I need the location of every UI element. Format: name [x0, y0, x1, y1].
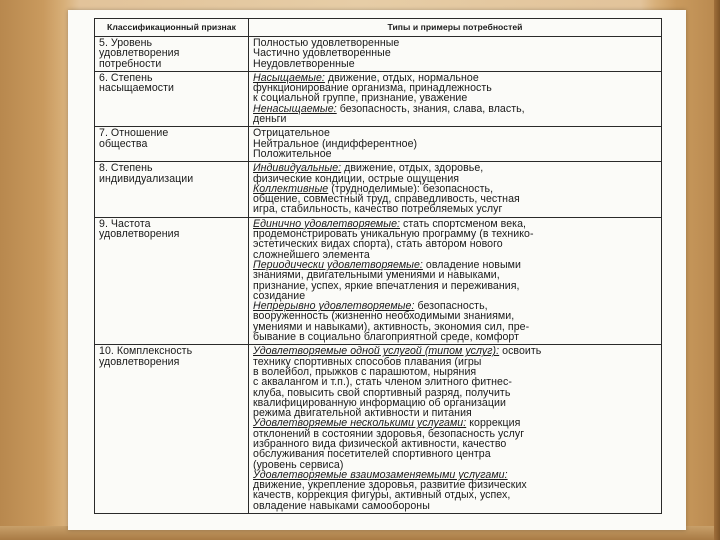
criterion-line: удовлетворения: [99, 355, 180, 368]
types-line: [253, 104, 657, 114]
line-text: к социальной группе, признание, уважение: [253, 92, 468, 105]
table-row: [95, 345, 662, 514]
criterion-line: удовлетворения: [99, 47, 180, 60]
line-text: Нейтральное (индифферентное): [253, 137, 418, 150]
category-label: Ненасыщаемые:: [253, 102, 337, 115]
line-text: функционирование организма, принадлежность: [253, 82, 492, 95]
category-label: Удовлетворяемые одной услугой (типом услуг):: [253, 345, 500, 358]
types-line: [253, 501, 657, 511]
line-text: движение, отдых, нормальное: [327, 71, 479, 84]
criterion-cell: [95, 37, 249, 72]
line-text: эстетических видах спорта), стать автором нового: [253, 238, 503, 251]
table-row: [95, 71, 662, 126]
line-text: игра, стабильность, качество потребляемых услуг: [253, 203, 503, 216]
line-text: избранного вида физической активности, качество: [253, 437, 507, 450]
table-header-row: [95, 19, 662, 37]
document-page: [68, 10, 686, 530]
criterion-line: 9. Частота: [99, 217, 151, 230]
category-label: Индивидуальные:: [253, 162, 342, 175]
line-text: коррекция: [469, 417, 521, 430]
category-label: Единично удовлетворяемые:: [253, 217, 401, 230]
line-text: бывание в социально благоприятной среде, комфорт: [253, 331, 520, 344]
line-text: с аквалангом и т.п.), стать членом элитного фитнес-: [253, 376, 512, 389]
types-line: [253, 204, 657, 214]
criterion-line: индивидуализации: [99, 172, 194, 185]
header-types: Типы и примеры потребностей: [249, 19, 662, 37]
line-text: умениями и навыками), активность, экономия сил, пре-: [253, 320, 530, 333]
line-text: Отрицательное: [253, 127, 330, 140]
types-line: [253, 114, 657, 124]
category-label: Периодически удовлетворяемые:: [253, 258, 423, 271]
line-text: продемонстрировать уникальную программу (в технико-: [253, 228, 534, 241]
table-row: [95, 217, 662, 345]
types-line: [253, 59, 657, 69]
line-text: стать спортсменом века,: [403, 217, 527, 230]
line-text: деньги: [253, 113, 287, 126]
category-label: Непрерывно удовлетворяемые:: [253, 300, 415, 313]
criterion-cell: [95, 345, 249, 514]
line-text: технику спортивных способов плавания (игры: [253, 355, 482, 368]
line-text: (трудноделимые): безопасность,: [331, 182, 494, 195]
category-label: Насыщаемые:: [253, 71, 325, 84]
criterion-line: 10. Комплексность: [99, 345, 193, 358]
line-text: созидание: [253, 289, 306, 302]
criterion-line: потребности: [99, 57, 162, 70]
types-cell: [249, 127, 662, 162]
line-text: квалифицированную информацию об организации: [253, 396, 506, 409]
category-label: Удовлетворяемые несколькими услугами:: [253, 417, 467, 430]
needs-classification-table: [94, 18, 662, 514]
criterion-cell: [95, 217, 249, 345]
criterion-cell: [95, 162, 249, 217]
line-text: безопасность, знания, слава, власть,: [339, 102, 525, 115]
criterion-line: удовлетворения: [99, 228, 180, 241]
line-text: безопасность,: [417, 300, 488, 313]
criterion-line: 7. Отношение: [99, 127, 169, 140]
line-text: Частично удовлетворенные: [253, 47, 391, 60]
line-text: обслуживания посетителей спортивного центра: [253, 448, 491, 461]
table-body: [95, 37, 662, 514]
criterion-cell: [95, 71, 249, 126]
line-text: признание, успех, яркие впечатления и переживания,: [253, 279, 520, 292]
line-text: движение, укрепление здоровья, развитие физических: [253, 479, 527, 492]
criterion-cell: [95, 127, 249, 162]
line-text: сложнейшего элемента: [253, 248, 370, 261]
category-label: Удовлетворяемые взаимозаменяемыми услугами:: [253, 468, 508, 481]
line-text: физические кондиции, острые ощущения: [253, 172, 460, 185]
types-line: [253, 281, 657, 291]
line-text: Положительное: [253, 147, 332, 160]
line-text: в волейбол, прыжков с парашютом, ныряния: [253, 365, 477, 378]
line-text: (уровень сервиса): [253, 458, 344, 471]
line-text: овладение навыками самообороны: [253, 499, 430, 512]
line-text: знаниями, двигательными умениями и навыками,: [253, 269, 500, 282]
line-text: вооруженность (жизненно необходимыми знаниями,: [253, 310, 515, 323]
line-text: качеств, коррекция фигуры, активный отдых, успех,: [253, 489, 511, 502]
criterion-line: насыщаемости: [99, 82, 174, 95]
line-text: Полностью удовлетворенные: [253, 37, 400, 49]
types-cell: [249, 217, 662, 345]
header-criterion: Классификационный признак: [95, 19, 249, 37]
table-row: [95, 37, 662, 72]
types-cell: [249, 71, 662, 126]
line-text: общение, совместный труд, справедливость, честная: [253, 193, 520, 206]
criterion-line: 8. Степень: [99, 162, 153, 175]
types-line: [253, 149, 657, 159]
types-line: [253, 332, 657, 342]
line-text: овладение новыми: [425, 258, 521, 271]
line-text: освоить: [502, 345, 542, 358]
category-label: Коллективные: [253, 182, 329, 195]
criterion-line: 6. Степень: [99, 71, 153, 84]
line-text: режима двигательной активности и питания: [253, 407, 472, 420]
table-row: [95, 127, 662, 162]
table-row: [95, 162, 662, 217]
slide-right-edge: [714, 0, 720, 540]
line-text: движение, отдых, здоровье,: [344, 162, 484, 175]
types-cell: [249, 345, 662, 514]
types-cell: [249, 162, 662, 217]
types-cell: [249, 37, 662, 72]
line-text: отклонений в состоянии здоровья, безопасность услуг: [253, 427, 525, 440]
line-text: Неудовлетворенные: [253, 57, 355, 70]
criterion-line: 5. Уровень: [99, 37, 153, 49]
criterion-line: общества: [99, 137, 148, 150]
line-text: клуба, повысить свой спортивный разряд, получить: [253, 386, 511, 399]
